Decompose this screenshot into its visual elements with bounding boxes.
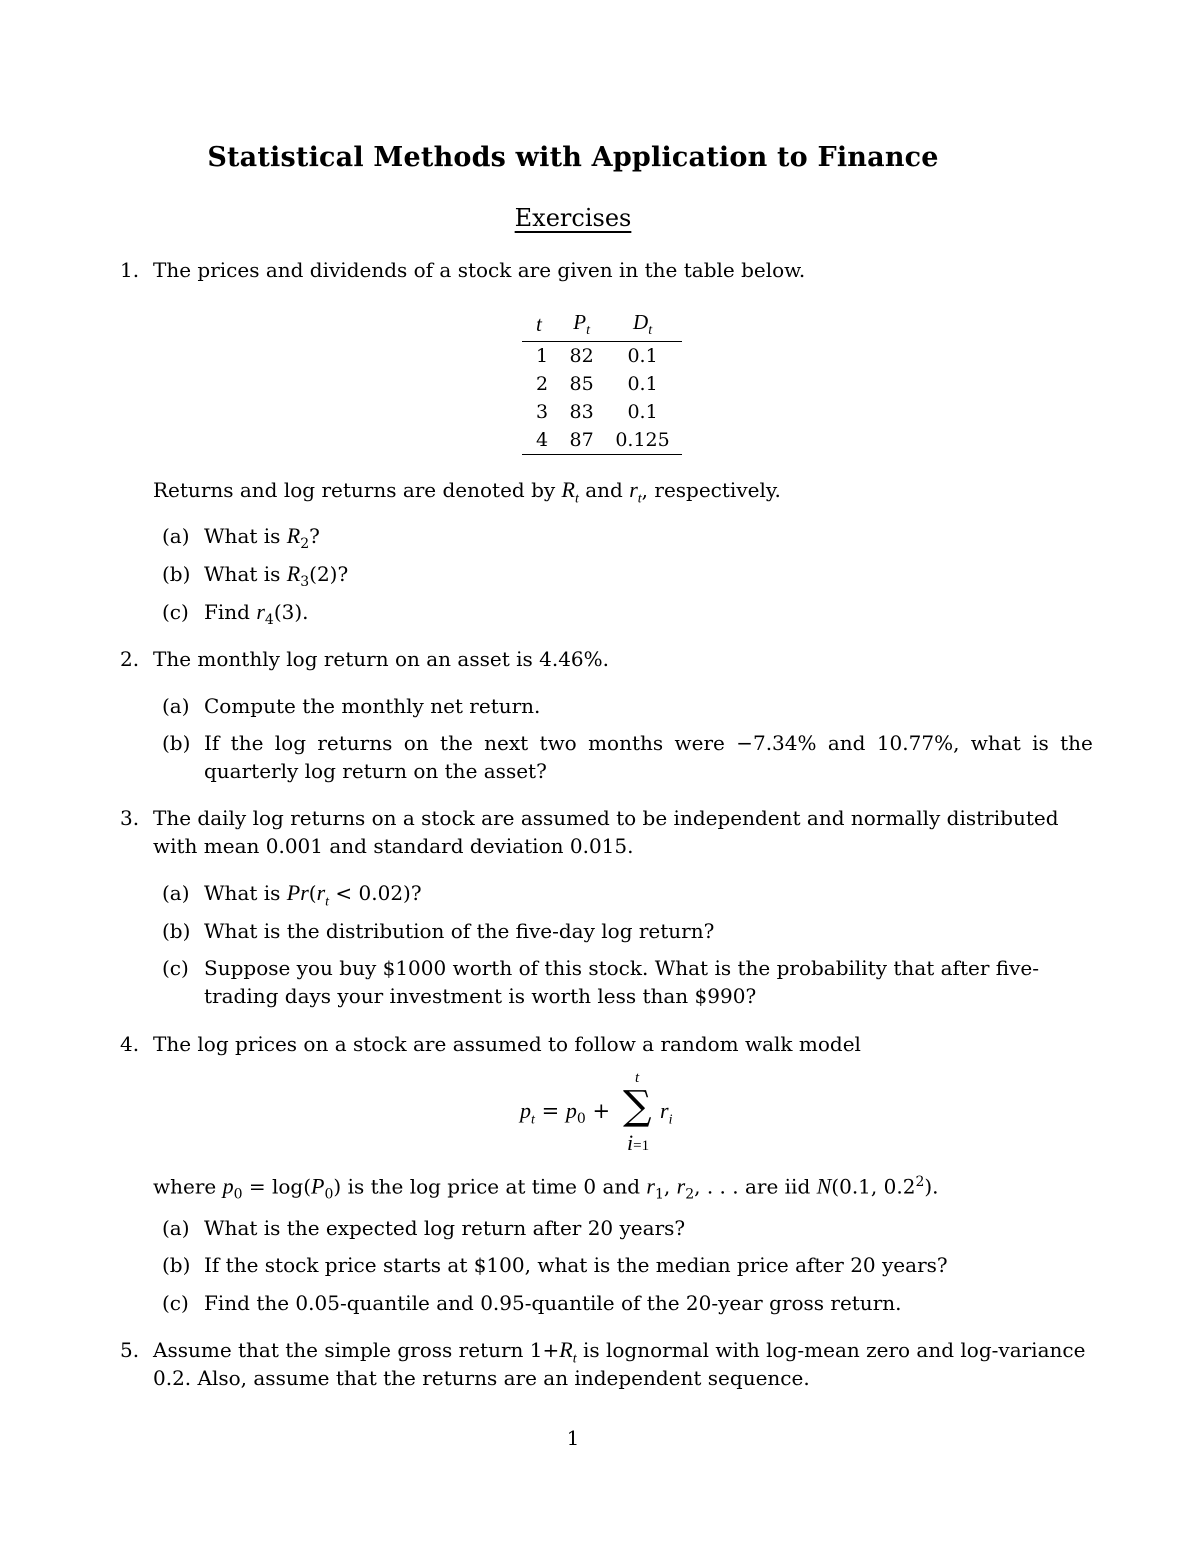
q2-b-text-line2: quarterly log return on the asset?: [204, 759, 547, 783]
q4-b-text: If the stock price starts at $100, what is the median price after 20 years?: [204, 1253, 948, 1277]
question-3-text-line1: The daily log returns on a stock are assumed to be independent and normally distributed: [153, 806, 1059, 830]
table-header-t: t: [522, 308, 560, 341]
q4-c-label: (c): [162, 1291, 189, 1315]
table-row: 2 85 0.1: [536, 372, 658, 395]
question-2-number: 2.: [120, 647, 140, 671]
table-row: 3 83 0.1: [536, 400, 658, 423]
page-number: 1: [566, 1426, 580, 1450]
q2-b-label: (b): [162, 731, 191, 755]
table-row: 1 82 0.1: [536, 344, 658, 367]
question-2-text: The monthly log return on an asset is 4.46%.: [153, 647, 610, 671]
q4-a-text: What is the expected log return after 20 years?: [204, 1216, 686, 1240]
q3-c-label: (c): [162, 956, 189, 980]
question-1-note: Returns and log returns are denoted by $R_t$ and $r_t$, respectively.: [153, 477, 781, 507]
table-header-row: [522, 308, 682, 341]
table-header-price: $P_t$: [560, 308, 603, 341]
question-3-text-line2: with mean 0.001 and standard deviation 0.015.: [153, 834, 634, 858]
table-header-dividend: $D_t$: [603, 308, 682, 341]
q3-b-label: (b): [162, 919, 191, 943]
q3-b-text: What is the distribution of the five-day log return?: [204, 919, 715, 943]
q3-c-text-line2: trading days your investment is worth less than $990?: [204, 984, 757, 1008]
question-4-number: 4.: [120, 1032, 140, 1056]
q1-b-label: (b): [162, 562, 191, 586]
page-title: Statistical Methods with Application to Finance: [207, 142, 939, 173]
q3-a-label: (a): [162, 881, 190, 905]
section-heading: Exercises: [514, 204, 632, 232]
q4-a-label: (a): [162, 1216, 190, 1240]
q3-a-text: What is $Pr(r_t < 0.02)$?: [204, 880, 422, 910]
q1-c-label: (c): [162, 600, 189, 624]
question-4-where: where $p_0 = \log(P_0)$ is the log price at time 0 and $r_1$, $r_2$, . . . are iid N(0.1, $0.2^2$).: [153, 1173, 939, 1203]
question-1-text: The prices and dividends of a stock are given in the table below.: [153, 258, 806, 282]
q2-a-label: (a): [162, 694, 190, 718]
table-row: 4 87 0.125: [522, 426, 682, 455]
question-5-text-line2: 0.2. Also, assume that the returns are an independent sequence.: [153, 1366, 810, 1390]
q1-a-label: (a): [162, 524, 190, 548]
question-4-text: The log prices on a stock are assumed to follow a random walk model: [153, 1032, 861, 1056]
question-3-number: 3.: [120, 806, 140, 830]
q1-a-text: What is $R_2$?: [204, 523, 320, 552]
q1-b-text: What is $R_3(2)$?: [204, 561, 349, 590]
question-5-text-line1: Assume that the simple gross return $1+R_t$ is lognormal with log-mean zero and log-variance: [153, 1337, 1086, 1367]
stock-price-table: [522, 308, 682, 455]
q4-c-text: Find the 0.05-quantile and 0.95-quantile of the 20-year gross return.: [204, 1291, 902, 1315]
q2-a-text: Compute the monthly net return.: [204, 694, 541, 718]
q3-c-text-line1: Suppose you buy $1000 worth of this stock. What is the probability that after five-: [204, 956, 1039, 980]
question-5-number: 5.: [120, 1338, 140, 1362]
random-walk-equation: $p_t = p_0$ + t ∑ i=1 $r_i$: [520, 1070, 673, 1155]
question-1-number: 1.: [120, 258, 140, 282]
q2-b-text-line1: If the log returns on the next two months were −7.34% and 10.77%, what is the: [204, 731, 1093, 755]
q1-c-text: Find $r_4(3)$.: [204, 599, 309, 628]
q4-b-label: (b): [162, 1253, 191, 1277]
